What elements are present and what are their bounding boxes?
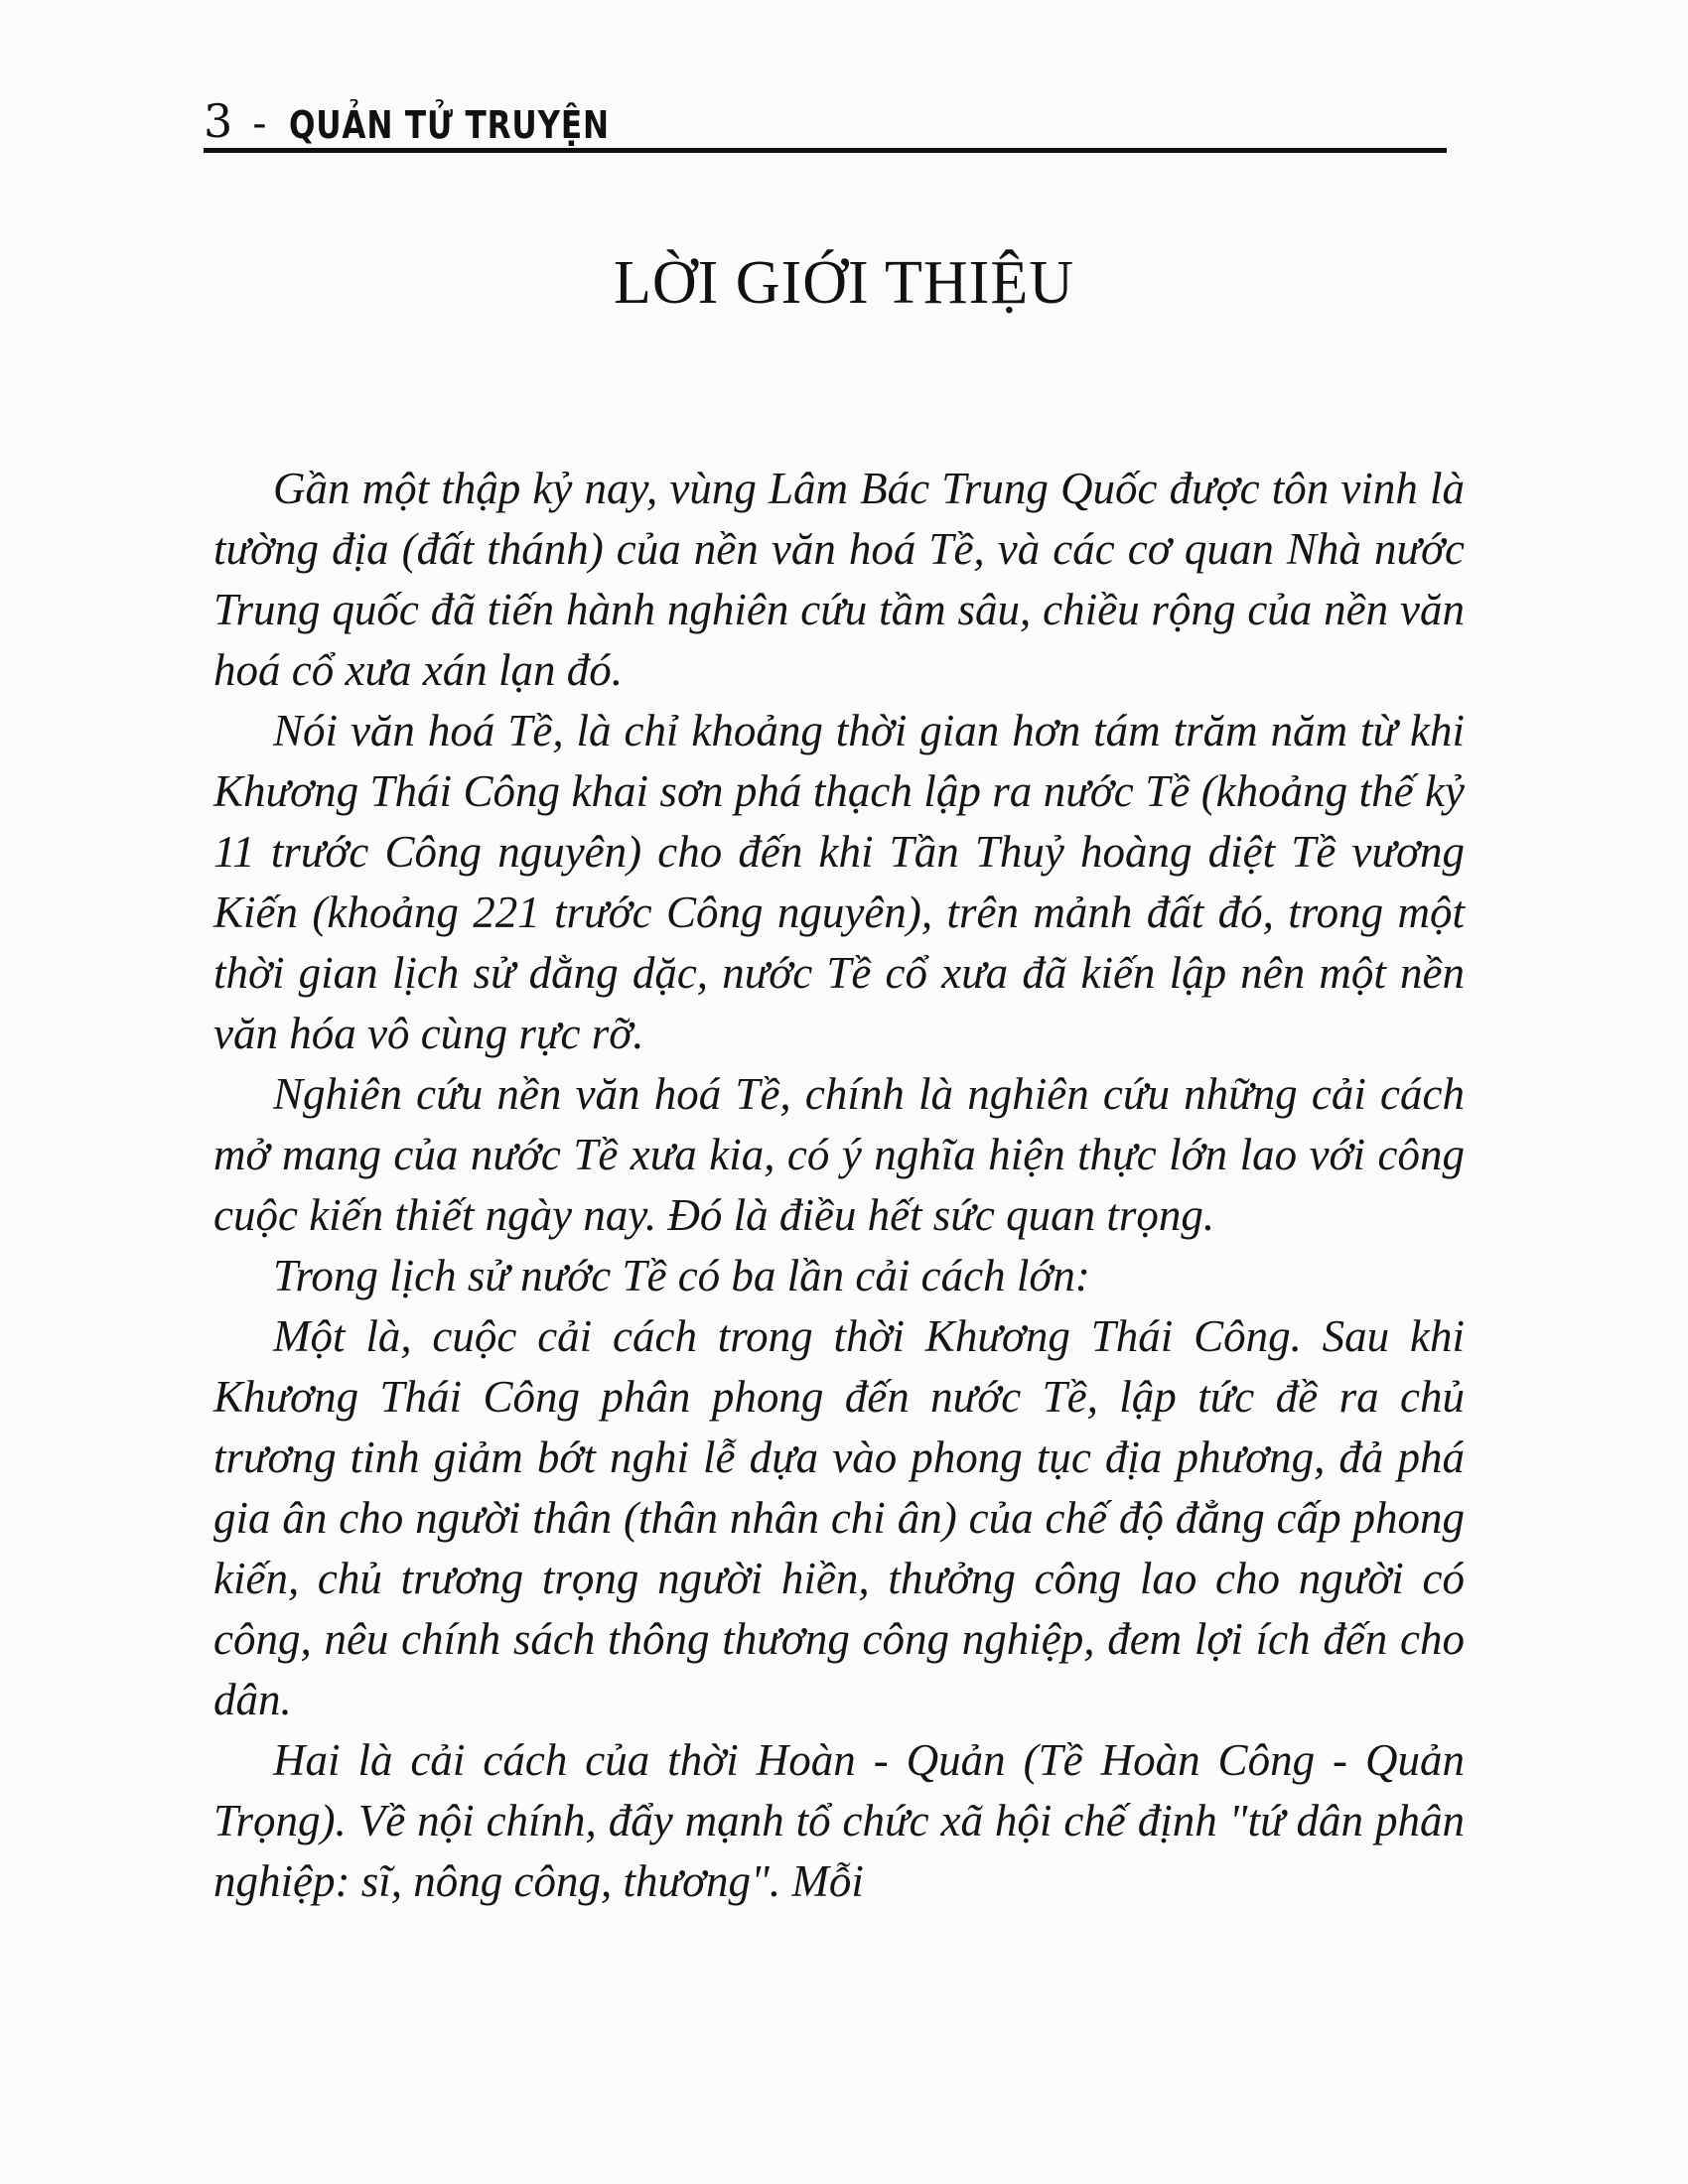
paragraph: Nghiên cứu nền văn hoá Tề, chính là nghiên cứu những cải cách mở mang của nước Tề xưa kia, có ý nghĩa hiện thực lớn lao với công cuộc kiến thiết ngày nay. Đó là điều hết sức quan trọng. bbox=[213, 1069, 1465, 1240]
paragraph: Trong lịch sử nước Tề có ba lần cải cách lớn: bbox=[273, 1251, 1090, 1300]
running-header bbox=[204, 87, 1447, 153]
book-title: QUẢN TỬ TRUYỆN bbox=[288, 103, 610, 147]
page-number: 3 bbox=[204, 94, 233, 148]
paragraph: Nói văn hoá Tề, là chỉ khoảng thời gian hơn tám trăm năm từ khi Khương Thái Công khai sơn phá thạch lập ra nước Tề (khoảng thế kỷ 11 trước Công nguyên) cho đến khi Tần Thuỷ hoàng diệt Tề vương Kiến (khoảng 221 trước Công nguyên), trên mảnh đất đó, trong một thời gian lịch sử dằng dặc, nước Tề cổ xưa đã kiến lập nên một nền văn hóa vô cùng rực rỡ. bbox=[213, 706, 1465, 1058]
header-separator: - bbox=[252, 101, 267, 147]
paragraph: Hai là cải cách của thời Hoàn - Quản (Tề Hoàn Công - Quản Trọng). Về nội chính, đẩy mạnh tổ chức xã hội chế định "tứ dân phân nghiệp: sĩ, nông công, thương". Mỗi bbox=[213, 1735, 1465, 1906]
paragraph: Một là, cuộc cải cách trong thời Khương Thái Công. Sau khi Khương Thái Công phân phong đến nước Tề, lập tức đề ra chủ trương tinh giảm bớt nghi lễ dựa vào phong tục địa phương, đả phá gia ân cho người thân (thân nhân chi ân) của chế độ đẳng cấp phong kiến, chủ trương trọng người hiền, thưởng công lao cho người có công, nêu chính sách thông thương công nghiệp, đem lợi ích đến cho dân. bbox=[213, 1311, 1465, 1724]
paragraph: Gần một thập kỷ nay, vùng Lâm Bác Trung Quốc được tôn vinh là tường địa (đất thánh) của nền văn hoá Tề, và các cơ quan Nhà nước Trung quốc đã tiến hành nghiên cứu tầm sâu, chiều rộng của nền văn hoá cổ xưa xán lạn đó. bbox=[213, 464, 1465, 695]
body-text bbox=[213, 459, 1465, 1912]
chapter-title: LỜI GIỚI THIỆU bbox=[614, 249, 1074, 317]
